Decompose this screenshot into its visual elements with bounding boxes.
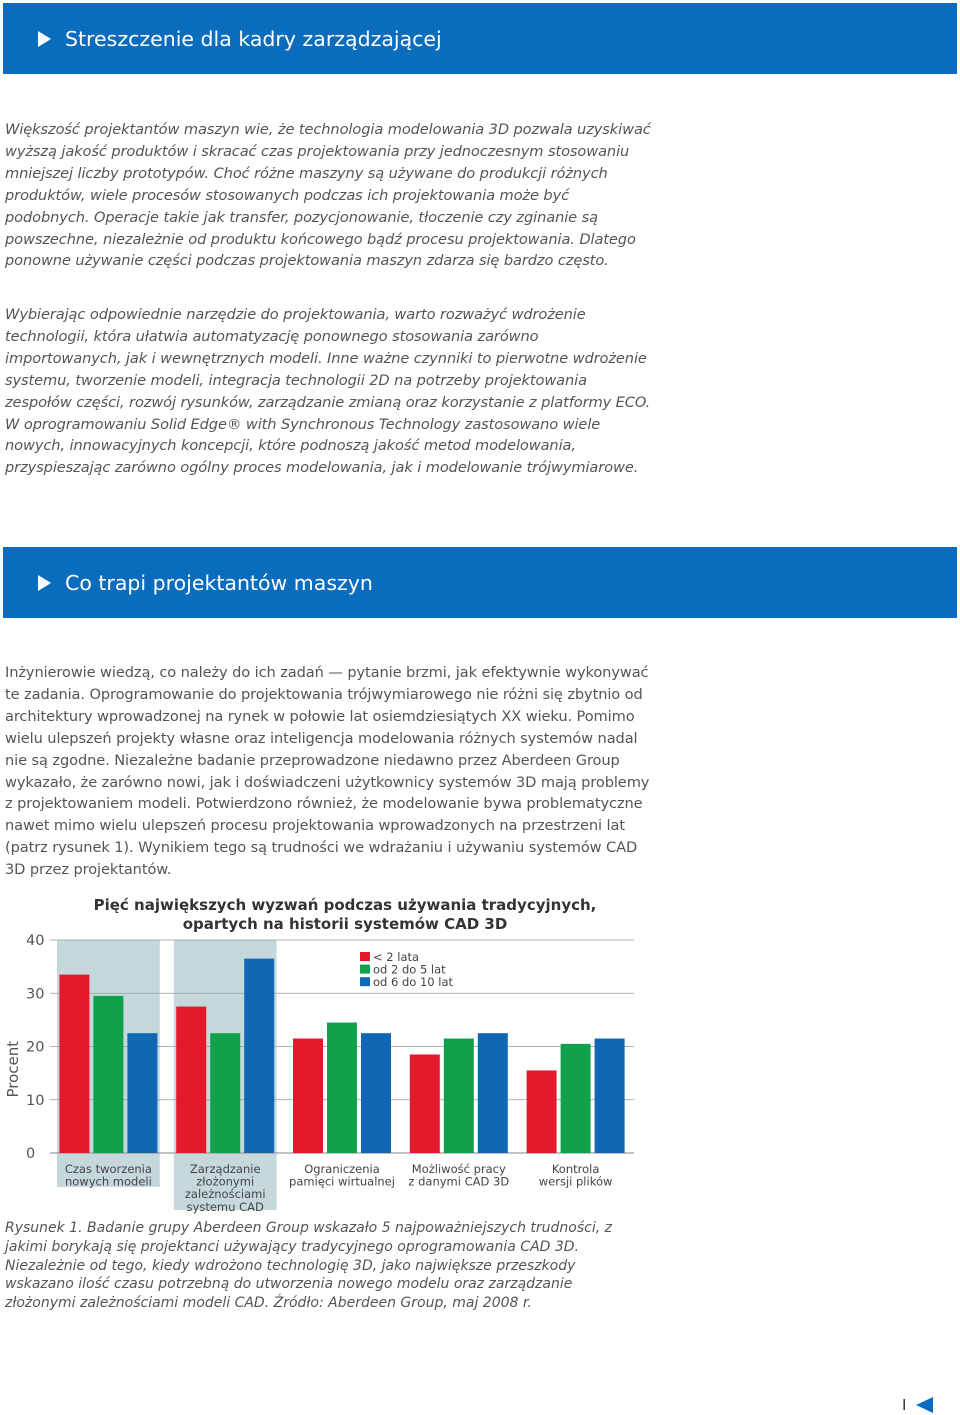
y-tick-label: 30 <box>26 986 45 1003</box>
legend-label: od 6 do 10 lat <box>373 975 453 990</box>
page-marker: I <box>902 1396 907 1414</box>
bar <box>244 959 274 1153</box>
x-tick-label: Czas tworzenia nowych modeli <box>64 1162 152 1189</box>
section-header-executive-summary <box>3 3 957 74</box>
bar <box>410 1054 440 1153</box>
x-tick-label: Kontrola wersji plików <box>538 1162 613 1189</box>
bar <box>293 1039 323 1153</box>
figure-caption: Rysunek 1. Badanie grupy Aberdeen Group wskazało 5 najpoważniejszych trudności, z jakimi borykają się projektanci używający tradycyjnego oprogramowania CAD 3D. Niezależnie od tego, kiedy wdrożono technologię 3D, jako największe przeszkody wskazano ilość czasu potrzebną do utworzenia nowego modelu oraz zarządzanie złożonymi zależnościami modeli CAD. Źródło: Aberdeen Group, maj 2008 r. <box>5 1220 613 1312</box>
bar <box>361 1033 391 1153</box>
bar <box>444 1039 474 1153</box>
legend-label: od 2 do 5 lat <box>373 962 446 977</box>
y-tick-label: 40 <box>26 933 45 949</box>
section-header-designer-problems <box>3 547 957 618</box>
back-arrow-icon[interactable] <box>916 1397 933 1413</box>
bar <box>59 975 89 1153</box>
bar <box>561 1044 591 1153</box>
triangle-right-icon <box>38 575 51 591</box>
x-tick-label: Możliwość pracy z danymi CAD 3D <box>408 1162 510 1189</box>
bar <box>93 996 123 1153</box>
bar <box>478 1033 508 1153</box>
legend-swatch <box>360 965 370 974</box>
y-tick-label: 10 <box>26 1092 45 1109</box>
summary-paragraph-1: Większość projektantów maszyn wie, że technologia modelowania 3D pozwala uzyskiwać wyższą jakość produktów i skracać czas projektowania przy jednoczesnym stosowaniu mniejszej liczby prototypów. Choć różne maszyny są używane do produkcji różnych produktów, wiele procesów stosowanych podczas ich projektowania może być podobnych. Operacje takie jak transfer, pozycjonowanie, tłoczenie czy zginanie są powszechne, niezależnie od produktu końcowego bądź procesu projektowania. Dlatego ponowne używanie części podczas projektowania maszyn zdarza się bardzo często. <box>5 121 651 270</box>
legend-label: < 2 lata <box>373 950 420 964</box>
y-tick-label: 20 <box>26 1039 45 1056</box>
body-paragraph: Inżynierowie wiedzą, co należy do ich zadań — pytanie brzmi, jak efektywnie wykonywać te zadania. Oprogramowanie do projektowania trójwymiarowego nie różni się zbytnio od architektury wprowadzonej na rynek w połowie lat osiemdziesiątych XX wieku. Pomimo wielu ulepszeń projekty własne oraz inteligencja modelowania różnych systemów nadal nie są zgodne. Niezależne badanie przeprowadzone niedawno przez Aberdeen Group wykazało, że zarówno nowi, jak i doświadczeni użytkownicy systemów 3D mają problemy z projektowaniem modeli. Potwierdzono również, że modelowanie bywa problematyczne nawet mimo wielu ulepszeń procesu projektowania wprowadzonych na przestrzeni lat (patrz rysunek 1). Wynikiem tego są trudności we wdrażaniu i używaniu systemów CAD 3D przez projektantów. <box>5 664 650 879</box>
bar-chart <box>0 890 660 1214</box>
triangle-right-icon <box>38 31 51 47</box>
y-axis-label: Procent <box>4 1040 22 1098</box>
chart-title: Pięć największych wyzwań podczas używania tradycyjnych, opartych na historii systemów CAD 3D <box>93 896 597 933</box>
bar <box>527 1070 557 1153</box>
summary-paragraph-2: Wybierając odpowiednie narzędzie do projektowania, warto rozważyć wdrożenie technologii, która ułatwia automatyzację ponownego stosowania zarówno importowanych, jak i wewnętrznych modeli. Inne ważne czynniki to pierwotne wdrożenie systemu, tworzenie modeli, integracja technologii 2D na potrzeby projektowania zespołów części, rozwój rysunków, zarządzanie zmianą oraz korzystanie z platformy ECO. W oprogramowaniu Solid Edge® with Synchronous Technology zastosowano wiele nowych, innowacyjnych koncepcji, które podnoszą jakość metod modelowania, przyspieszając zarówno ogólny proces modelowania, jak i modelowanie trójwymiarowe. <box>5 306 651 477</box>
x-tick-label: Ograniczenia pamięci wirtualnej <box>289 1162 395 1189</box>
bar <box>210 1033 240 1153</box>
bar <box>176 1007 206 1153</box>
bar <box>127 1033 157 1153</box>
x-tick-label: Zarządzanie złożonymi zależnościami systemu CAD <box>184 1162 266 1214</box>
bar <box>595 1039 625 1153</box>
section-title: Co trapi projektantów maszyn <box>65 570 373 595</box>
legend-swatch <box>360 952 370 961</box>
bar <box>327 1023 357 1153</box>
section-title: Streszczenie dla kadry zarządzającej <box>65 26 442 51</box>
y-tick-label: 0 <box>26 1146 36 1162</box>
legend-swatch <box>360 977 370 986</box>
